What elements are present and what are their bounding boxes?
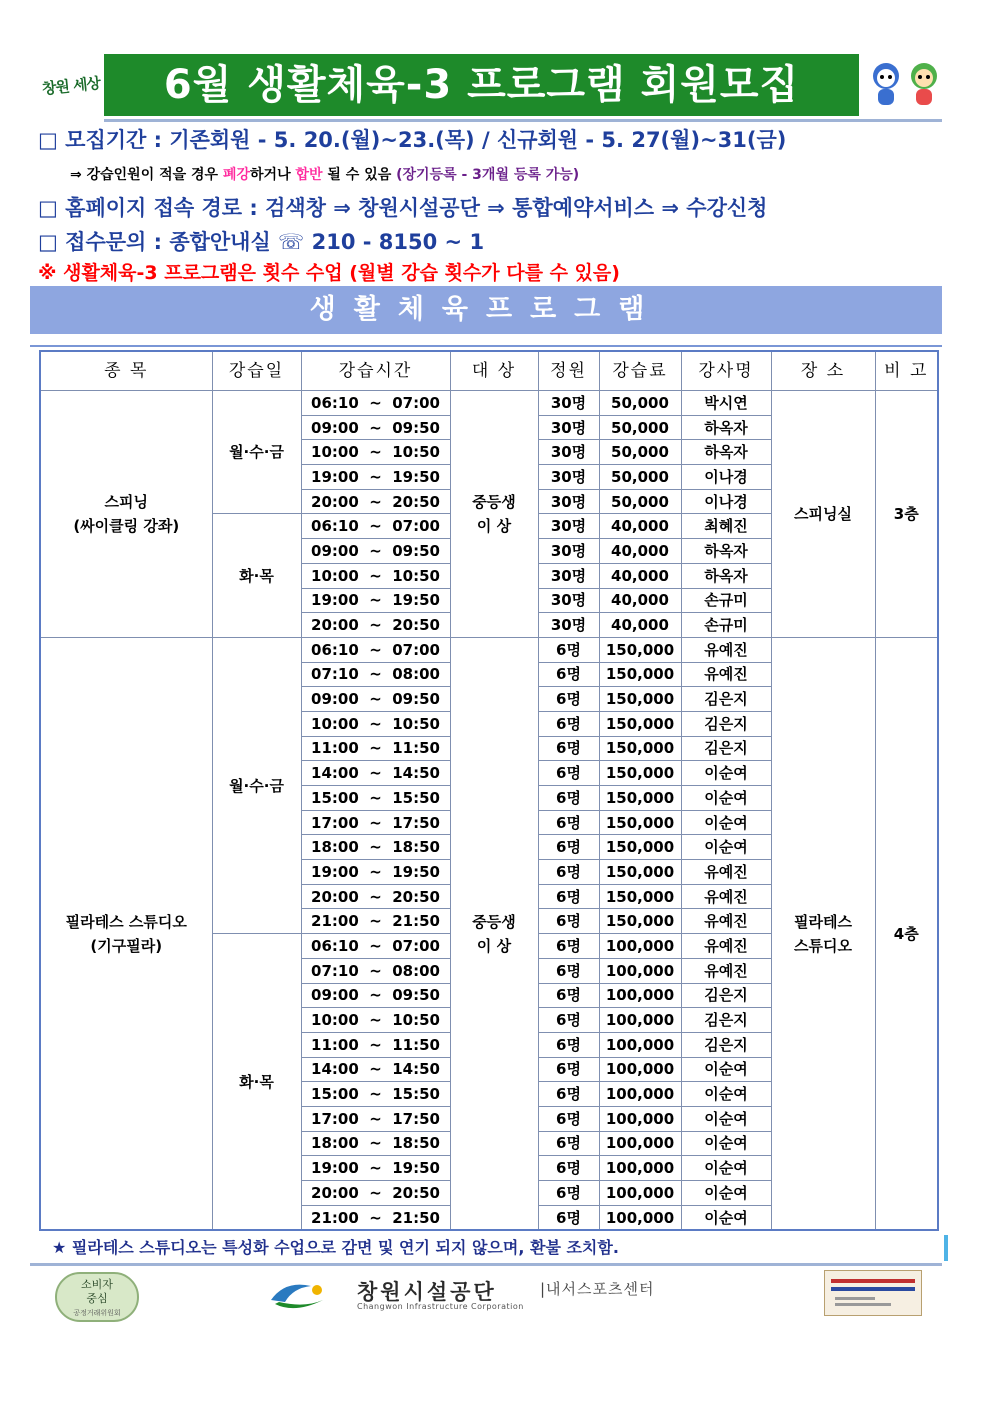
instructor-cell: 이순여 <box>681 1205 771 1230</box>
fee-cell: 100,000 <box>599 1106 681 1131</box>
fee-cell: 100,000 <box>599 1057 681 1082</box>
capacity-cell: 6명 <box>538 1057 599 1082</box>
col-program: 종 목 <box>40 351 212 391</box>
time-cell: 07:10 ~ 08:00 <box>301 662 450 687</box>
capacity-cell: 6명 <box>538 1032 599 1057</box>
days-cell: 화·목 <box>212 934 301 1231</box>
fee-cell: 150,000 <box>599 736 681 761</box>
fee-cell: 150,000 <box>599 662 681 687</box>
time-cell: 20:00 ~ 20:50 <box>301 613 450 638</box>
time-cell: 11:00 ~ 11:50 <box>301 1032 450 1057</box>
col-fee: 강습료 <box>599 351 681 391</box>
instructor-cell: 하옥자 <box>681 563 771 588</box>
col-days: 강습일 <box>212 351 301 391</box>
instructor-cell: 김은지 <box>681 983 771 1008</box>
fee-cell: 100,000 <box>599 934 681 959</box>
time-cell: 19:00 ~ 19:50 <box>301 465 450 490</box>
time-cell: 09:00 ~ 09:50 <box>301 415 450 440</box>
time-cell: 21:00 ~ 21:50 <box>301 909 450 934</box>
instructor-cell: 이순여 <box>681 1057 771 1082</box>
long-term-registration: (장기등록 - 3개월 등록 가능) <box>396 167 580 183</box>
section-divider <box>30 345 942 347</box>
closing-notice-text-a: ⇒ 강습인원이 적을 경우 <box>70 167 223 183</box>
program-name: 필라테스 스튜디오 <box>65 912 187 931</box>
time-cell: 09:00 ~ 09:50 <box>301 539 450 564</box>
fee-cell: 150,000 <box>599 761 681 786</box>
capacity-cell: 6명 <box>538 1131 599 1156</box>
time-cell: 09:00 ~ 09:50 <box>301 983 450 1008</box>
footnote: ★ 필라테스 스튜디오는 특성화 수업으로 감면 및 연기 되지 않으며, 환불 조치함. <box>44 1235 948 1261</box>
capacity-cell: 30명 <box>538 415 599 440</box>
capacity-cell: 30명 <box>538 588 599 613</box>
time-cell: 18:00 ~ 18:50 <box>301 835 450 860</box>
schedule-table <box>39 350 939 1231</box>
time-cell: 14:00 ~ 14:50 <box>301 761 450 786</box>
fee-cell: 100,000 <box>599 1131 681 1156</box>
fee-cell: 100,000 <box>599 1205 681 1230</box>
capacity-cell: 6명 <box>538 835 599 860</box>
certification-badge-icon <box>824 1270 922 1316</box>
time-cell: 06:10 ~ 07:00 <box>301 637 450 662</box>
fee-cell: 40,000 <box>599 563 681 588</box>
fee-cell: 150,000 <box>599 860 681 885</box>
days-cell: 화·목 <box>212 514 301 637</box>
instructor-cell: 이순여 <box>681 810 771 835</box>
fee-cell: 50,000 <box>599 391 681 416</box>
program-cell <box>40 391 212 638</box>
capacity-cell: 6명 <box>538 1082 599 1107</box>
instructor-cell: 이순여 <box>681 786 771 811</box>
fee-cell: 40,000 <box>599 613 681 638</box>
instructor-cell: 손규미 <box>681 588 771 613</box>
capacity-cell: 30명 <box>538 391 599 416</box>
closing-notice-cancel: 폐강 <box>222 167 251 183</box>
instructor-cell: 김은지 <box>681 711 771 736</box>
days-cell: 월·수·금 <box>212 637 301 933</box>
time-cell: 07:10 ~ 08:00 <box>301 958 450 983</box>
instructor-cell: 이순여 <box>681 1106 771 1131</box>
city-logo: 창원 세상 <box>41 74 101 98</box>
time-cell: 20:00 ~ 20:50 <box>301 1181 450 1206</box>
instructor-cell: 김은지 <box>681 1032 771 1057</box>
fee-cell: 150,000 <box>599 909 681 934</box>
badge-line2: 중심 <box>86 1292 108 1305</box>
program-cell <box>40 637 212 1230</box>
capacity-cell: 30명 <box>538 440 599 465</box>
target-cell: 중등생 이 상 <box>450 637 538 1230</box>
time-cell: 19:00 ~ 19:50 <box>301 1156 450 1181</box>
fee-cell: 50,000 <box>599 415 681 440</box>
time-cell: 17:00 ~ 17:50 <box>301 810 450 835</box>
consumer-badge <box>55 1272 139 1322</box>
capacity-cell: 6명 <box>538 1156 599 1181</box>
capacity-cell: 30명 <box>538 613 599 638</box>
capacity-cell: 6명 <box>538 1205 599 1230</box>
instructor-cell: 김은지 <box>681 1008 771 1033</box>
instructor-cell: 유예진 <box>681 637 771 662</box>
time-cell: 09:00 ~ 09:50 <box>301 687 450 712</box>
instructor-cell: 이순여 <box>681 1181 771 1206</box>
capacity-cell: 30명 <box>538 539 599 564</box>
badge-line1: 소비자 <box>81 1278 113 1291</box>
capacity-cell: 6명 <box>538 736 599 761</box>
time-cell: 15:00 ~ 15:50 <box>301 786 450 811</box>
time-cell: 10:00 ~ 10:50 <box>301 711 450 736</box>
closing-notice <box>70 164 579 184</box>
table-row <box>40 637 938 662</box>
instructor-cell: 박시연 <box>681 391 771 416</box>
time-cell: 06:10 ~ 07:00 <box>301 514 450 539</box>
fee-cell: 50,000 <box>599 440 681 465</box>
col-note: 비 고 <box>875 351 938 391</box>
homepage-path: □ 홈페이지 접속 경로 : 검색창 ⇒ 창원시설공단 ⇒ 통합예약서비스 ⇒ 수강신청 <box>38 196 768 220</box>
place-cell: 필라테스 스튜디오 <box>771 637 875 1230</box>
time-cell: 06:10 ~ 07:00 <box>301 934 450 959</box>
section-title: 생활체육프로그램 <box>30 286 942 334</box>
time-cell: 21:00 ~ 21:50 <box>301 1205 450 1230</box>
fee-cell: 150,000 <box>599 810 681 835</box>
instructor-cell: 하옥자 <box>681 415 771 440</box>
fee-cell: 150,000 <box>599 637 681 662</box>
time-cell: 15:00 ~ 15:50 <box>301 1082 450 1107</box>
fee-cell: 150,000 <box>599 786 681 811</box>
capacity-cell: 30명 <box>538 465 599 490</box>
place-cell: 스피닝실 <box>771 391 875 638</box>
class-count-warning: ※ 생활체육-3 프로그램은 횟수 수업 (월별 강습 횟수가 다를 수 있음) <box>38 262 620 284</box>
instructor-cell: 이나경 <box>681 489 771 514</box>
capacity-cell: 6명 <box>538 711 599 736</box>
capacity-cell: 6명 <box>538 958 599 983</box>
fee-cell: 150,000 <box>599 884 681 909</box>
fee-cell: 100,000 <box>599 1032 681 1057</box>
col-target: 대 상 <box>450 351 538 391</box>
fee-cell: 40,000 <box>599 514 681 539</box>
instructor-cell: 이순여 <box>681 835 771 860</box>
col-capacity: 정원 <box>538 351 599 391</box>
instructor-cell: 유예진 <box>681 909 771 934</box>
fee-cell: 100,000 <box>599 1156 681 1181</box>
corporation-name-en: Changwon Infrastructure Corporation <box>357 1302 524 1311</box>
instructor-cell: 손규미 <box>681 613 771 638</box>
instructor-cell: 김은지 <box>681 687 771 712</box>
instructor-cell: 유예진 <box>681 860 771 885</box>
col-place: 장 소 <box>771 351 875 391</box>
time-cell: 10:00 ~ 10:50 <box>301 1008 450 1033</box>
instructor-cell: 이순여 <box>681 1131 771 1156</box>
fee-cell: 40,000 <box>599 539 681 564</box>
instructor-cell: 김은지 <box>681 736 771 761</box>
instructor-cell: 유예진 <box>681 934 771 959</box>
col-instructor: 강사명 <box>681 351 771 391</box>
instructor-cell: 유예진 <box>681 662 771 687</box>
capacity-cell: 6명 <box>538 860 599 885</box>
capacity-cell: 6명 <box>538 934 599 959</box>
corporation-logo-icon <box>265 1278 337 1316</box>
corporation-name: 창원시설공단 <box>357 1280 497 1304</box>
time-cell: 17:00 ~ 17:50 <box>301 1106 450 1131</box>
recruit-period: □ 모집기간 : 기존회원 - 5. 20.(월)~23.(목) / 신규회원 - 5. 27(월)~31(금) <box>38 128 787 152</box>
time-cell: 19:00 ~ 19:50 <box>301 860 450 885</box>
time-cell: 11:00 ~ 11:50 <box>301 736 450 761</box>
instructor-cell: 이순여 <box>681 761 771 786</box>
capacity-cell: 6명 <box>538 637 599 662</box>
header-divider <box>104 119 942 122</box>
closing-notice-text-b: 하거나 <box>250 167 296 183</box>
capacity-cell: 6명 <box>538 761 599 786</box>
closing-notice-merge: 합반 <box>295 167 323 183</box>
fee-cell: 100,000 <box>599 983 681 1008</box>
fee-cell: 100,000 <box>599 1008 681 1033</box>
program-sub: (싸이클링 강좌) <box>73 516 180 535</box>
program-name: 스피닝 <box>104 492 148 511</box>
program-sub: (기구필라) <box>90 936 163 955</box>
capacity-cell: 30명 <box>538 514 599 539</box>
fee-cell: 150,000 <box>599 687 681 712</box>
fee-cell: 150,000 <box>599 835 681 860</box>
table-row <box>40 391 938 416</box>
time-cell: 10:00 ~ 10:50 <box>301 440 450 465</box>
instructor-cell: 이순여 <box>681 1156 771 1181</box>
capacity-cell: 6명 <box>538 687 599 712</box>
fee-cell: 100,000 <box>599 958 681 983</box>
page-title: 6월 생활체육-3 프로그램 회원모집 <box>104 54 859 116</box>
fee-cell: 100,000 <box>599 1181 681 1206</box>
instructor-cell: 하옥자 <box>681 539 771 564</box>
fee-cell: 50,000 <box>599 465 681 490</box>
note-cell: 4층 <box>875 637 938 1230</box>
fee-cell: 50,000 <box>599 489 681 514</box>
time-cell: 10:00 ~ 10:50 <box>301 563 450 588</box>
fee-cell: 40,000 <box>599 588 681 613</box>
instructor-cell: 이나경 <box>681 465 771 490</box>
table-header-row <box>40 351 938 391</box>
col-time: 강습시간 <box>301 351 450 391</box>
closing-notice-text-c: 될 수 있음 <box>322 167 397 183</box>
capacity-cell: 6명 <box>538 884 599 909</box>
time-cell: 06:10 ~ 07:00 <box>301 391 450 416</box>
corporation-logo-block <box>265 1272 725 1318</box>
instructor-cell: 최혜진 <box>681 514 771 539</box>
instructor-cell: 유예진 <box>681 884 771 909</box>
note-cell: 3층 <box>875 391 938 638</box>
capacity-cell: 6명 <box>538 909 599 934</box>
contact-info: □ 접수문의 : 종합안내실 ☏ 210 - 8150 ~ 1 <box>38 230 485 254</box>
footer-divider <box>30 1263 942 1266</box>
capacity-cell: 6명 <box>538 662 599 687</box>
sports-center-name: |내서스포츠센터 <box>540 1280 655 1298</box>
capacity-cell: 30명 <box>538 489 599 514</box>
time-cell: 20:00 ~ 20:50 <box>301 489 450 514</box>
capacity-cell: 6명 <box>538 1106 599 1131</box>
fee-cell: 100,000 <box>599 1082 681 1107</box>
time-cell: 14:00 ~ 14:50 <box>301 1057 450 1082</box>
time-cell: 20:00 ~ 20:50 <box>301 884 450 909</box>
target-cell: 중등생 이 상 <box>450 391 538 638</box>
time-cell: 19:00 ~ 19:50 <box>301 588 450 613</box>
instructor-cell: 하옥자 <box>681 440 771 465</box>
instructor-cell: 이순여 <box>681 1082 771 1107</box>
capacity-cell: 6명 <box>538 983 599 1008</box>
capacity-cell: 6명 <box>538 1008 599 1033</box>
days-cell: 월·수·금 <box>212 391 301 514</box>
time-cell: 18:00 ~ 18:50 <box>301 1131 450 1156</box>
instructor-cell: 유예진 <box>681 958 771 983</box>
capacity-cell: 6명 <box>538 810 599 835</box>
mascot-icon <box>866 56 946 112</box>
badge-small: 공정거래위원회 <box>73 1309 121 1317</box>
fee-cell: 150,000 <box>599 711 681 736</box>
capacity-cell: 30명 <box>538 563 599 588</box>
capacity-cell: 6명 <box>538 1181 599 1206</box>
capacity-cell: 6명 <box>538 786 599 811</box>
